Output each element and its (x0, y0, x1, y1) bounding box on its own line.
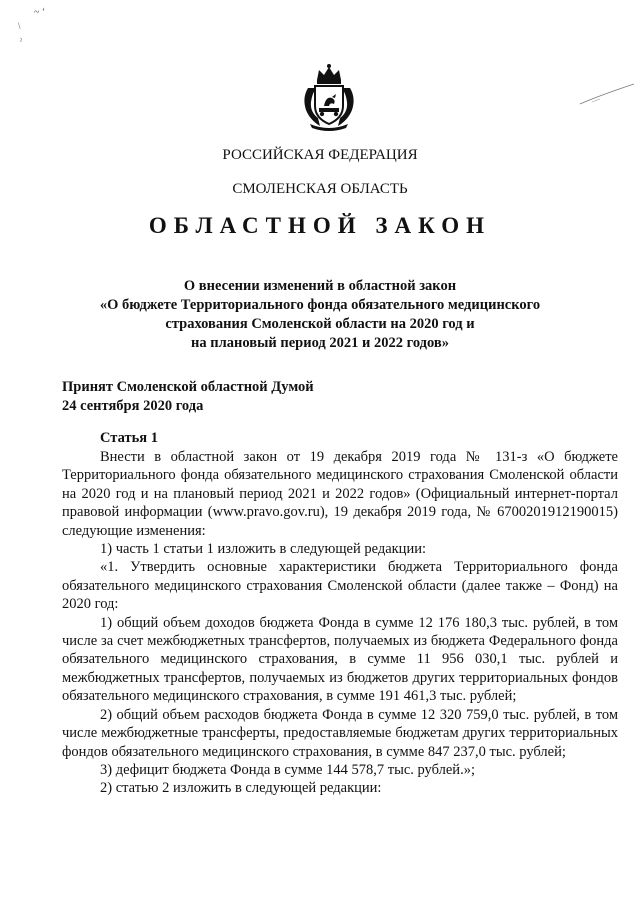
body-paragraph: «1. Утвердить основные характеристики бюджета Территориального фонда обязательного медицинского страхования Смоленской области (далее также – Фонд) на 2020 год: (62, 559, 618, 613)
document-type: ОБЛАСТНОЙ ЗАКОН (148, 213, 492, 238)
region-name: СМОЛЕНСКАЯ ОБЛАСТЬ (232, 181, 408, 197)
body-paragraph: Внести в областной закон от 19 декабря 2019 года № 131-з «О бюджете Территориального фонда обязательного медицинского страхования Смоленской области на 2020 год и на плановый период 2021 и 2022 годов» (Официальный интернет-портал правовой информации (www.pravo.gov.ru), 19 декабря 2019 года, № 6700201912190015) следующие изменения: (62, 449, 618, 539)
scan-mark: ˀ (20, 37, 22, 46)
law-title-line: на плановый период 2021 и 2022 годов» (191, 335, 449, 351)
law-title-line: страхования Смоленской области на 2020 год и (165, 316, 475, 332)
law-title-line: О внесении изменений в областной закон (183, 278, 457, 294)
body-paragraph: 2) статью 2 изложить в следующей редакции: (100, 780, 382, 797)
body-paragraph: 1) часть 1 статьи 1 изложить в следующей редакции: (100, 541, 426, 558)
body-paragraph: 2) общий объем расходов бюджета Фонда в сумме 12 320 759,0 тыс. рублей, в том числе межбюджетные трансферты, предоставляемые бюджетам других территориальных фондов обязательного медицинского страхования, в сумме 847 237,0 тыс. рублей; (62, 706, 618, 760)
body-paragraph: 3) дефицит бюджета Фонда в сумме 144 578,7 тыс. рублей.»; (100, 761, 475, 778)
country-name: РОССИЙСКАЯ ФЕДЕРАЦИЯ (222, 147, 418, 163)
adoption-info (62, 378, 314, 416)
law-title-line: «О бюджете Территориального фонда обязательного медицинского (99, 297, 541, 313)
law-title (0, 277, 640, 353)
adopted-by: Принят Смоленской областной Думой (62, 379, 314, 395)
scan-scratch-mark (578, 82, 636, 108)
scan-mark: ~ ‘ (34, 7, 46, 18)
scan-mark: \ (18, 21, 21, 31)
coat-of-arms-icon (296, 62, 362, 132)
article-body (62, 448, 618, 798)
adopted-date: 24 сентября 2020 года (62, 398, 204, 414)
article-heading: Статья 1 (100, 430, 158, 446)
body-paragraph: 1) общий объем доходов бюджета Фонда в сумме 12 176 180,3 тыс. рублей, в том числе за счет межбюджетных трансфертов, получаемых из бюджета Федерального фонда обязательного медицинского страхования, в сумме 11 956 030,1 тыс. рублей и межбюджетных трансфертов, получаемых из бюджетов других территориальных фондов обязательного медицинского страхования, в сумме 191 461,3 тыс. рублей; (62, 614, 618, 705)
